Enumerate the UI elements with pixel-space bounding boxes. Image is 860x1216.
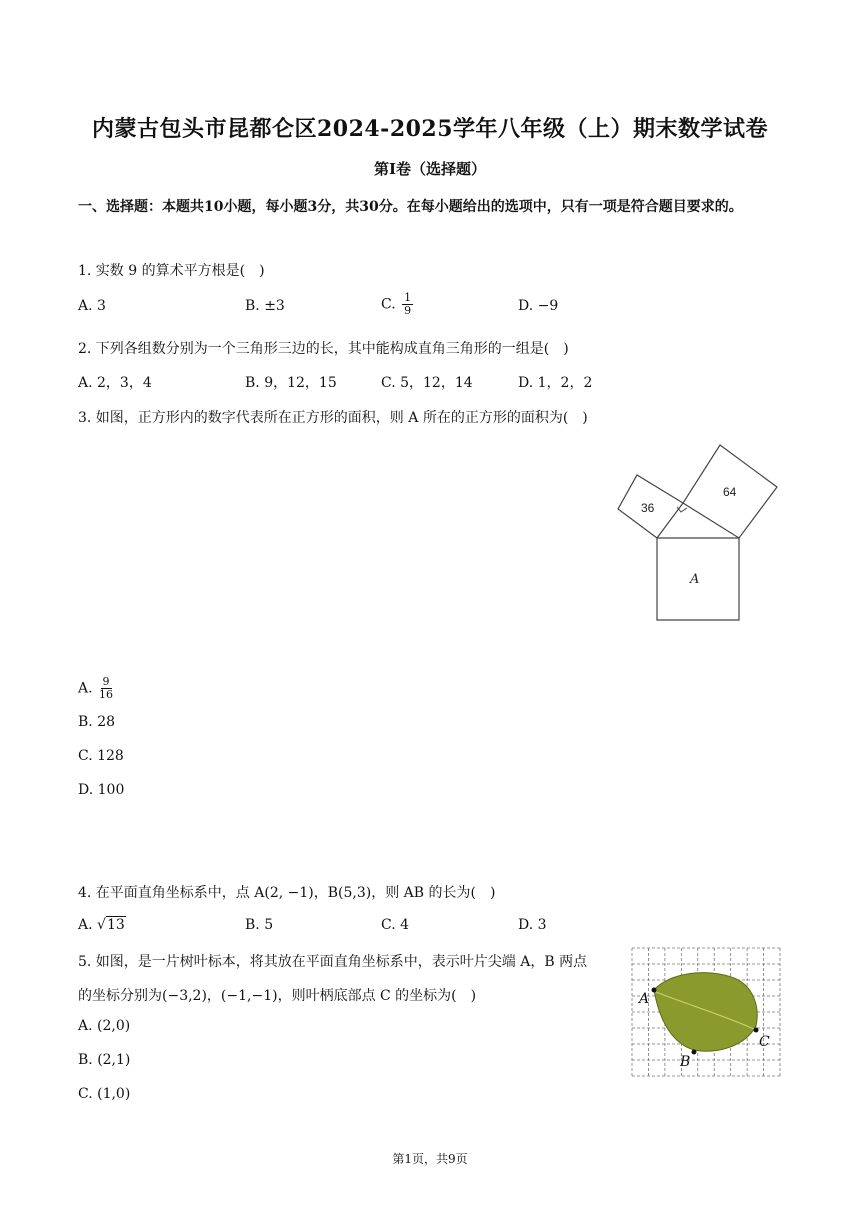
- q2-option-c: C. 5，12，14: [381, 375, 473, 391]
- q3-option-d: D. 100: [78, 782, 125, 798]
- q1-option-a: A. 3: [78, 298, 106, 314]
- question-1-stem: 1. 实数 9 的算术平方根是( ): [78, 263, 265, 279]
- section-subtitle: 第I卷（选择题）: [373, 160, 487, 178]
- question-4-stem: 4. 在平面直角坐标系中，点 A(2, −1)，B(5,3)，则 AB 的长为( ): [78, 885, 496, 901]
- page-title: 内蒙古包头市昆都仑区2024-2025学年八年级（上）期末数学试卷: [91, 116, 769, 142]
- leaf-label-b: B: [680, 1054, 691, 1070]
- q5-option-b: B. (2,1): [78, 1052, 131, 1068]
- point-b: [692, 1050, 697, 1055]
- question-2-stem: 2. 下列各组数分别为一个三角形三边的长，其中能构成直角三角形的一组是( ): [78, 341, 569, 357]
- q1-option-c-numerator: 1: [404, 291, 412, 304]
- q2-option-d: D. 1，2，2: [518, 375, 593, 391]
- section-intro: 一、选择题：本题共10小题，每小题3分，共30分。在每小题给出的选项中，只有一项是符合题目要求的。: [78, 199, 743, 215]
- label-a: A: [690, 572, 700, 587]
- q3-option-c: C. 128: [78, 748, 124, 764]
- q1-option-c-fraction: [402, 292, 413, 317]
- q4-option-a-radicand: 13: [106, 917, 125, 933]
- label-64: 64: [723, 485, 737, 499]
- q2-option-b: B. 9，12，15: [245, 375, 337, 391]
- q3-option-a-numerator: 9: [102, 675, 110, 688]
- q4-option-d: D. 3: [518, 917, 547, 933]
- q4-option-b: B. 5: [245, 917, 274, 933]
- question-5-stem-line1: 5. 如图，是一片树叶标本，将其放在平面直角坐标系中，表示叶片尖端 A，B 两点: [78, 954, 588, 970]
- q5-option-a: A. (2,0): [78, 1018, 131, 1034]
- pythagoras-squares-figure: [615, 440, 780, 625]
- leaf-grid-figure: [630, 946, 782, 1078]
- point-a: [652, 988, 657, 993]
- q2-option-a: A. 2，3，4: [78, 375, 152, 391]
- leaf-shape: [654, 973, 757, 1052]
- q3-option-a-fraction: [99, 676, 113, 701]
- q1-option-d: D. −9: [518, 298, 559, 314]
- q4-option-c: C. 4: [381, 917, 410, 933]
- q1-option-c-prefix: C.: [381, 296, 396, 313]
- q1-option-c: [381, 292, 413, 317]
- sqrt-symbol: √: [97, 917, 106, 933]
- q3-option-b: B. 28: [78, 714, 116, 730]
- q4-option-a-prefix: A.: [78, 917, 98, 933]
- label-36: 36: [641, 501, 655, 515]
- q1-option-c-denominator: 9: [404, 304, 412, 317]
- leaf-label-a: A: [639, 991, 650, 1007]
- right-angle-mark: [677, 507, 687, 512]
- q5-option-c: C. (1,0): [78, 1086, 131, 1102]
- page-footer: 第1页，共9页: [392, 1152, 468, 1166]
- question-5-stem-line2: 的坐标分别为(−3,2)，(−1,−1)，则叶柄底部点 C 的坐标为( ): [78, 988, 477, 1004]
- leaf-label-c: C: [759, 1034, 770, 1050]
- point-c: [754, 1028, 759, 1033]
- q3-option-a: [78, 676, 113, 701]
- q3-option-a-denominator: 16: [99, 688, 114, 701]
- q4-option-a: [78, 917, 126, 933]
- q1-option-b: B. ±3: [245, 298, 285, 314]
- q3-option-a-prefix: A.: [78, 680, 93, 697]
- question-3-stem: 3. 如图，正方形内的数字代表所在正方形的面积，则 A 所在的正方形的面积为( ): [78, 410, 588, 426]
